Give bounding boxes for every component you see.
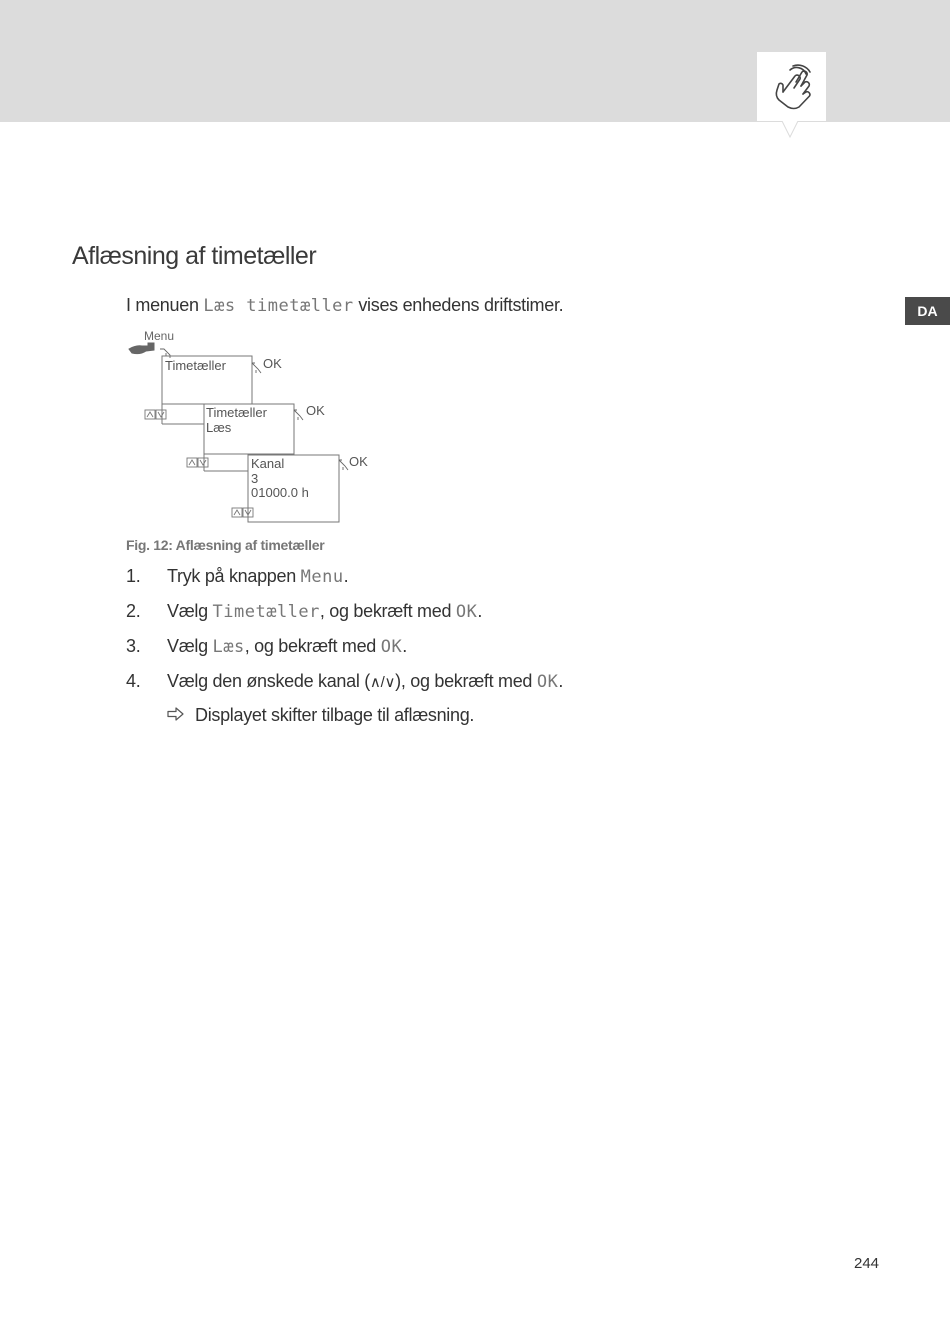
updown-buttons-1 (145, 410, 166, 419)
updown-buttons-3 (232, 508, 253, 517)
step-prefix: Vælg den ønskede kanal ( (167, 671, 370, 691)
box3-line2: 3 (251, 471, 259, 486)
page-number: 244 (854, 1255, 880, 1272)
step-suffix: . (477, 601, 483, 621)
step-number: 4. (126, 671, 141, 691)
language-tab: DA (905, 297, 950, 325)
step-arrows: ∧/∨ (369, 674, 396, 691)
ok-label-1: OK (263, 356, 282, 371)
step-number: 3. (126, 636, 141, 656)
step-number: 2. (126, 601, 141, 621)
step-text (167, 566, 348, 587)
menu-flow-diagram (120, 325, 380, 530)
step-code2: OK (380, 637, 403, 657)
figure-caption: Fig. 12: Aflæsning af timetæller (126, 537, 325, 553)
ok-label-2: OK (306, 403, 325, 418)
menu-flow-lines (120, 325, 380, 530)
result-text: Displayet skifter tilbage til aflæsning. (195, 705, 475, 725)
updown-buttons-2 (187, 458, 208, 467)
intro-prefix: I menuen (126, 295, 199, 315)
box2-line2: Læs (206, 420, 232, 435)
menu-label: Menu (144, 329, 175, 343)
hand-pointer-icon (129, 343, 154, 354)
step-suffix: . (343, 566, 349, 586)
step-code2: OK (536, 672, 559, 692)
step-prefix: Vælg (167, 636, 208, 656)
box1-line1: Timetæller (165, 358, 226, 373)
ok-label-3: OK (349, 454, 368, 469)
step-prefix: Tryk på knappen (167, 566, 296, 586)
step-code: Menu (300, 567, 344, 587)
ok-arrow-icon-2 (294, 410, 303, 420)
box2-line1: Timetæller (206, 405, 267, 420)
step-code: Læs (212, 637, 245, 657)
step-mid: ), og bekræft med (395, 671, 533, 691)
step-code2: OK (455, 602, 478, 622)
step-code: Timetæller (212, 602, 320, 622)
step-mid: , og bekræft med (244, 636, 377, 656)
step-text (167, 636, 407, 657)
intro-menu-name: Læs timetæller (203, 296, 354, 316)
ok-arrow-icon-1 (252, 363, 261, 373)
intro-suffix: vises enhedens driftstimer. (358, 295, 564, 315)
result-arrow-icon (167, 707, 185, 721)
step-number: 1. (126, 566, 141, 586)
section-title: Aflæsning af timetæller (72, 242, 317, 270)
intro-paragraph (126, 295, 563, 316)
touch-icon-card (757, 52, 826, 121)
step-text (167, 601, 482, 622)
step-suffix: . (558, 671, 564, 691)
touch-hand-icon (757, 52, 826, 121)
step-text (167, 671, 563, 692)
step-suffix: . (402, 636, 407, 656)
step-mid: , og bekræft med (319, 601, 452, 621)
box3-line3: 01000.0 h (251, 485, 309, 500)
step-prefix: Vælg (167, 601, 208, 621)
ok-arrow-icon-3 (339, 460, 348, 470)
box3-line1: Kanal (251, 456, 285, 471)
